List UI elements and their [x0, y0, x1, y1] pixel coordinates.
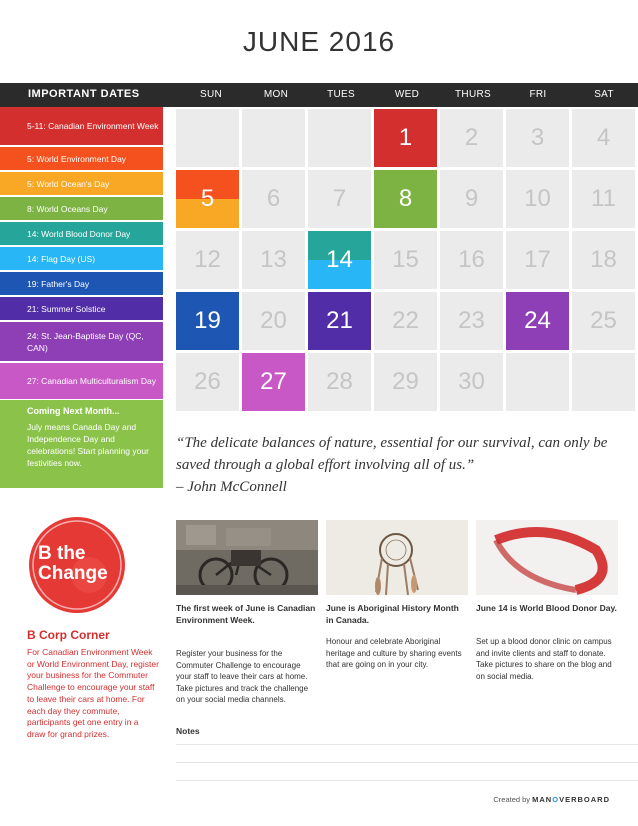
calendar-empty-cell	[308, 109, 371, 167]
calendar-day-5	[176, 170, 239, 228]
calendar-day-number: 26	[194, 368, 221, 395]
day-header-sun: SUN	[199, 89, 222, 100]
credit-prefix: Created by	[493, 795, 531, 804]
important-date-item: 27: Canadian Multiculturalism Day	[0, 363, 163, 399]
credit-brand	[532, 795, 610, 804]
calendar-day-number: 12	[194, 246, 221, 273]
quote	[176, 432, 616, 498]
calendar-day-number: 10	[524, 185, 551, 212]
important-date-item: 5: World Environment Day	[0, 147, 163, 170]
calendar-day-10	[506, 170, 569, 228]
calendar-day-17	[506, 231, 569, 289]
column-heading: June is Aboriginal History Month in Canada.	[326, 603, 459, 625]
calendar-day-4	[572, 109, 635, 167]
notes-line	[176, 780, 638, 781]
column-body: Set up a blood donor clinic on campus and invite clients and staff to donate. Take pictures to share on the blog and on social media.	[476, 637, 612, 681]
calendar-day-number: 28	[326, 368, 353, 395]
bcorp-body: For Canadian Environment Week or World Environment Day, register your business for the Commuter Challenge to encourage your staff to leave their cars at home. For each day they commute, participants get one entry in a draw for grand prizes.	[27, 647, 159, 739]
bicycle-photo	[176, 520, 318, 595]
quote-text: “The delicate balances of nature, essential for our survival, can only be saved through a global effort involving all of us.”	[176, 435, 608, 473]
calendar-day-11	[572, 170, 635, 228]
calendar-day-15	[374, 231, 437, 289]
quote-author: – John McConnell	[176, 479, 287, 495]
calendar-day-14	[308, 231, 371, 289]
calendar-day-22	[374, 292, 437, 350]
calendar-day-number: 3	[530, 124, 545, 151]
day-header-tues: TUES	[327, 89, 355, 100]
calendar-day-6	[242, 170, 305, 228]
calendar-day-13	[242, 231, 305, 289]
calendar-day-number: 11	[591, 185, 616, 212]
calendar-day-29	[374, 353, 437, 411]
calendar-day-20	[242, 292, 305, 350]
calendar-day-24	[506, 292, 569, 350]
calendar-day-8	[374, 170, 437, 228]
calendar-day-number: 5	[200, 185, 215, 212]
important-date-item: 5: World Ocean's Day	[0, 172, 163, 195]
calendar-day-19	[176, 292, 239, 350]
calendar-day-number: 30	[458, 368, 485, 395]
calendar-day-21	[308, 292, 371, 350]
dreamcatcher-photo	[326, 520, 468, 595]
notes-line	[176, 744, 638, 745]
calendar-day-number: 17	[524, 246, 551, 273]
calendar-day-number: 24	[524, 307, 551, 334]
calendar-day-18	[572, 231, 635, 289]
day-header-mon: MON	[263, 89, 289, 100]
calendar-day-number: 14	[326, 246, 353, 273]
calendar-empty-cell	[572, 353, 635, 411]
calendar-empty-cell	[506, 353, 569, 411]
calendar-day-12	[176, 231, 239, 289]
calendar-day-number: 7	[332, 185, 347, 212]
calendar-day-1	[374, 109, 437, 167]
calendar-day-2	[440, 109, 503, 167]
calendar-day-number: 22	[392, 307, 419, 334]
calendar-day-number: 9	[464, 185, 479, 212]
calendar-day-number: 4	[596, 124, 611, 151]
important-date-item: 8: World Oceans Day	[0, 197, 163, 220]
important-date-item: 14: World Blood Donor Day	[0, 222, 163, 245]
calendar-day-7	[308, 170, 371, 228]
important-date-item: 14: Flag Day (US)	[0, 247, 163, 270]
calendar-day-number: 25	[590, 307, 617, 334]
credit-brand-o: O	[552, 795, 560, 804]
column-body: Register your business for the Commuter Challenge to encourage your staff to leave their cars at home. Take pictures and track the challenge on your social media channels.	[176, 649, 309, 704]
calendar-day-23	[440, 292, 503, 350]
important-date-item: 19: Father's Day	[0, 272, 163, 295]
calendar-day-number: 27	[260, 368, 287, 395]
day-header-fri: FRI	[529, 89, 547, 100]
calendar-day-number: 2	[464, 124, 479, 151]
page-title: JUNE 2016	[242, 26, 396, 57]
calendar-empty-cell	[176, 109, 239, 167]
important-date-item: 5-11: Canadian Environment Week	[0, 107, 163, 145]
credit	[493, 795, 610, 804]
calendar-day-30	[440, 353, 503, 411]
coming-next-heading: Coming Next Month...	[27, 406, 120, 416]
calendar-day-26	[176, 353, 239, 411]
column-body: Honour and celebrate Aboriginal heritage and culture by sharing events that are going on in your city.	[326, 637, 462, 669]
calendar-day-number: 13	[260, 246, 287, 273]
calendar-day-9	[440, 170, 503, 228]
coming-next-month-box	[0, 400, 163, 488]
calendar-day-number: 6	[266, 185, 281, 212]
column-heading: June 14 is World Blood Donor Day.	[476, 603, 617, 613]
important-dates-heading: IMPORTANT DATES	[28, 88, 140, 100]
day-header-thurs: THURS	[455, 89, 491, 100]
calendar-day-16	[440, 231, 503, 289]
day-header-wed: WED	[394, 89, 420, 100]
calendar-day-25	[572, 292, 635, 350]
coming-next-body: July means Canada Day and Independence Day and celebrations! Start planning your festivities now.	[27, 422, 149, 468]
day-header-sat: SAT	[594, 89, 614, 100]
column-heading: The first week of June is Canadian Environment Week.	[176, 603, 316, 625]
calendar-day-number: 29	[392, 368, 419, 395]
calendar-day-number: 23	[458, 307, 485, 334]
logo-text: B the Change	[38, 543, 108, 584]
calendar-day-3	[506, 109, 569, 167]
calendar-day-number: 1	[398, 124, 413, 151]
important-date-item: 24: St. Jean-Baptiste Day (QC, CAN)	[0, 322, 163, 361]
calendar-day-28	[308, 353, 371, 411]
calendar-day-number: 16	[458, 246, 485, 273]
calendar-day-number: 8	[398, 185, 413, 212]
credit-brand-b: VERBOARD	[559, 795, 610, 804]
calendar-day-27	[242, 353, 305, 411]
calendar-day-number: 21	[326, 307, 353, 334]
calendar-empty-cell	[242, 109, 305, 167]
wristband-photo	[476, 520, 618, 595]
calendar-day-number: 18	[590, 246, 617, 273]
bcorp-heading: B Corp Corner	[27, 628, 110, 642]
calendar-day-number: 19	[194, 307, 221, 334]
important-date-item: 21: Summer Solstice	[0, 297, 163, 320]
calendar-header-bar	[0, 83, 638, 107]
calendar-day-number: 20	[260, 307, 287, 334]
notes-heading: Notes	[176, 726, 200, 736]
calendar-day-number: 15	[392, 246, 419, 273]
credit-brand-a: MAN	[532, 795, 553, 804]
notes-line	[176, 762, 638, 763]
